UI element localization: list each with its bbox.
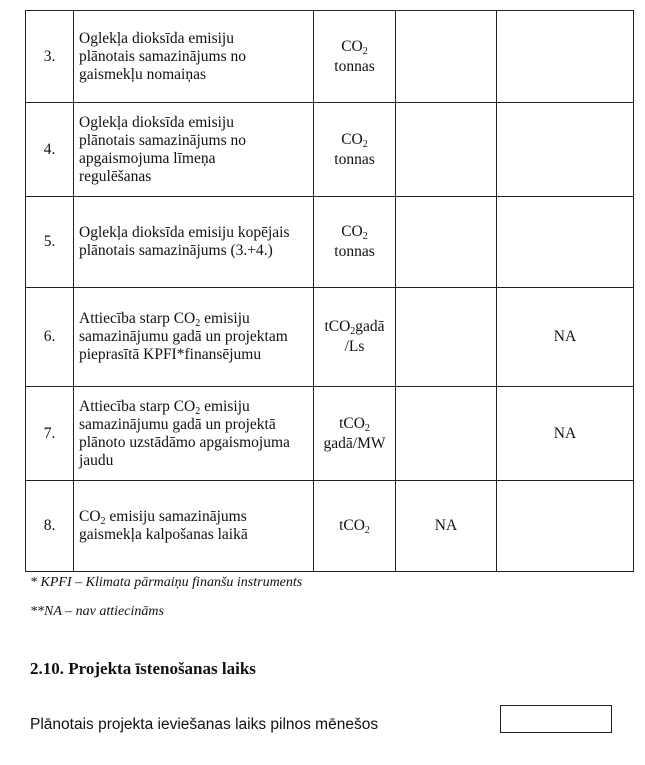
na-cell: NA <box>497 288 634 387</box>
value-cell <box>396 11 497 103</box>
row-description: Oglekļa dioksīda emisiju plānotais samazinājums no apgaismojuma līmeņa regulēšanas <box>74 103 314 197</box>
row-unit: $CO_2$ tonnas <box>314 197 396 288</box>
row-unit: $CO_2$ tonnas <box>314 103 396 197</box>
duration-label: Plānotais projekta ieviešanas laiks pilnos mēnešos <box>30 716 379 733</box>
row-unit: tCO$_2$gadā /Ls <box>314 288 396 387</box>
row-description: Oglekļa dioksīda emisiju kopējais plānotais samazinājums (3.+4.) <box>74 197 314 288</box>
value-cell <box>396 197 497 288</box>
value-cell <box>396 288 497 387</box>
row-unit: $CO_2$ tonnas <box>314 11 396 103</box>
row-number: 3. <box>26 11 74 103</box>
footnote-na: **NA – nav attiecināms <box>30 604 164 619</box>
section-heading: 2.10. Projekta īstenošanas laiks <box>30 659 256 678</box>
na-cell: NA <box>497 387 634 481</box>
value-cell <box>497 197 634 288</box>
row-number: 5. <box>26 197 74 288</box>
row-unit: tCO$_2$ gadā/MW <box>314 387 396 481</box>
row-number: 7. <box>26 387 74 481</box>
footnote-kpfi: * KPFI – Klimata pārmaiņu finanšu instruments <box>30 575 303 590</box>
value-cell <box>497 11 634 103</box>
na-cell: NA <box>396 481 497 572</box>
duration-input-box[interactable] <box>500 705 612 733</box>
row-number: 6. <box>26 288 74 387</box>
table-row <box>26 11 634 103</box>
row-description: Attiecība starp $CO_2$ emisiju samazinājumu gadā un projektam pieprasītā KPFI*finansējumu <box>74 288 314 387</box>
indicators-table <box>25 10 634 572</box>
table-row <box>26 197 634 288</box>
value-cell <box>497 481 634 572</box>
row-description: $CO_2$ emisiju samazinājums gaismekļa kalpošanas laikā <box>74 481 314 572</box>
table-row <box>26 481 634 572</box>
value-cell <box>396 387 497 481</box>
value-cell <box>396 103 497 197</box>
row-unit: tCO$_2$ <box>314 481 396 572</box>
table-row <box>26 103 634 197</box>
table-row <box>26 288 634 387</box>
row-number: 8. <box>26 481 74 572</box>
row-number: 4. <box>26 103 74 197</box>
table-row <box>26 387 634 481</box>
row-description: Oglekļa dioksīda emisiju plānotais samazinājums no gaismekļu nomaiņas <box>74 11 314 103</box>
row-description: Attiecība starp $CO_2$ emisiju samazinājumu gadā un projektā plānoto uzstādāmo apgaismojuma jaudu <box>74 387 314 481</box>
value-cell <box>497 103 634 197</box>
